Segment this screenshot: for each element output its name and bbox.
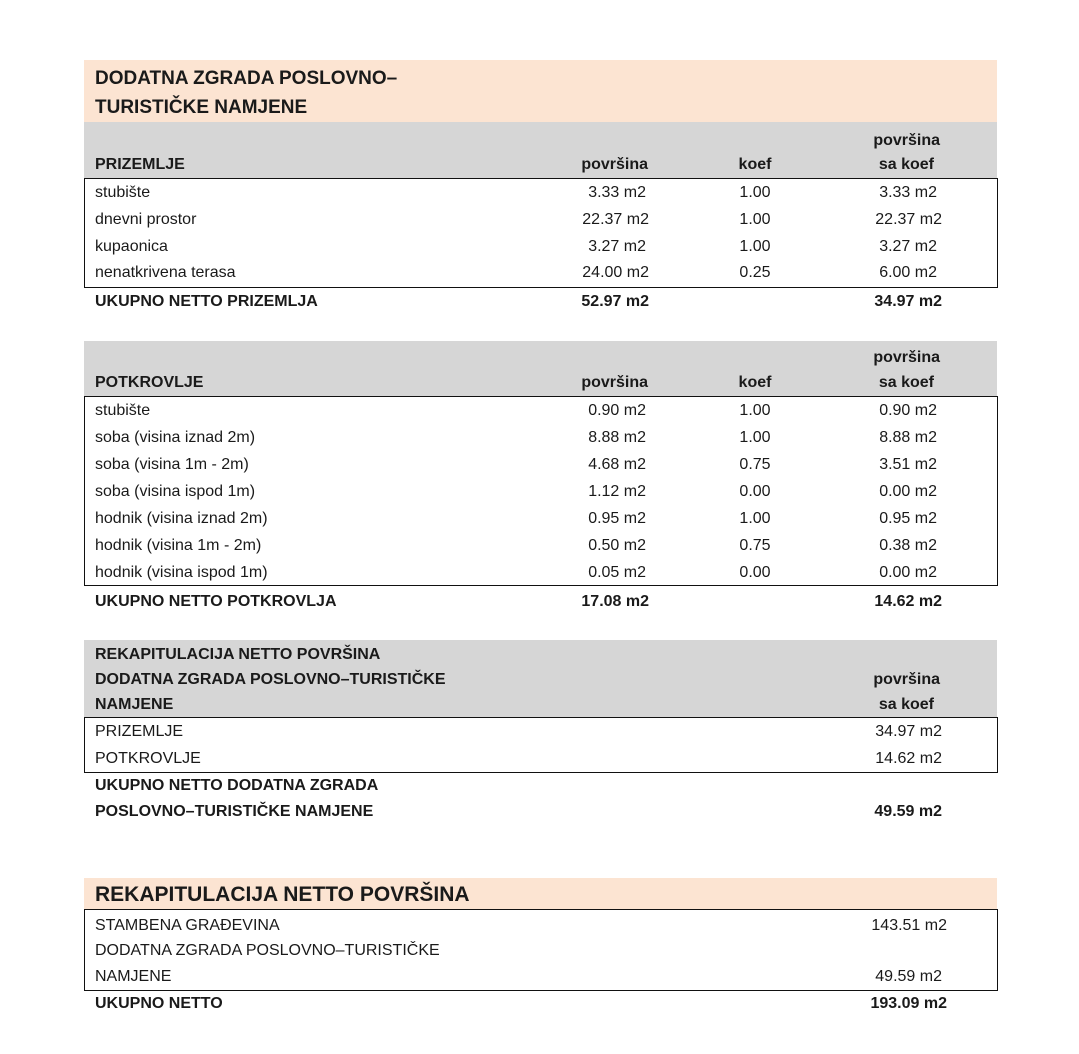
potkrovlje-total-area: 17.08 m2 xyxy=(581,593,649,610)
prizemlje-header-areacoef-1: površina xyxy=(873,132,940,149)
row-areacoef: 0.90 m2 xyxy=(879,402,937,419)
row-coef: 1.00 xyxy=(739,211,771,228)
row-areacoef: 0.95 m2 xyxy=(879,510,937,527)
row-area: 0.95 m2 xyxy=(588,510,646,527)
rekap2-title: REKAPITULACIJA NETTO POVRŠINA xyxy=(95,883,470,906)
row-area: 0.05 m2 xyxy=(588,564,646,581)
row-coef: 1.00 xyxy=(739,184,771,201)
prizemlje-total-areacoef: 34.97 m2 xyxy=(874,293,942,310)
potkrovlje-total-areacoef: 14.62 m2 xyxy=(874,593,942,610)
prizemlje-total-area: 52.97 m2 xyxy=(581,293,649,310)
row-areacoef: 3.33 m2 xyxy=(879,184,937,201)
row-name: soba (visina 1m - 2m) xyxy=(95,456,249,473)
row-coef: 0.25 xyxy=(739,264,771,281)
row-coef: 0.00 xyxy=(739,483,771,500)
row-name-line1: DODATNA ZGRADA POSLOVNO–TURISTIČKE xyxy=(95,942,440,959)
rekap2-total-label: UKUPNO NETTO xyxy=(95,995,223,1012)
row-name: stubište xyxy=(95,402,151,419)
rekap1-header-line2: DODATNA ZGRADA POSLOVNO–TURISTIČKE xyxy=(95,671,446,688)
row-area: 0.90 m2 xyxy=(588,402,646,419)
row-area: 4.68 m2 xyxy=(588,456,646,473)
rekap1-header-line3: NAMJENE xyxy=(95,696,174,713)
row-area: 22.37 m2 xyxy=(582,211,649,228)
row-coef: 0.75 xyxy=(739,456,771,473)
section-title-line2: TURISTIČKE NAMJENE xyxy=(95,97,308,118)
prizemlje-total-label: UKUPNO NETTO PRIZEMLJA xyxy=(95,293,318,310)
row-area: 24.00 m2 xyxy=(582,264,649,281)
row-areacoef: 0.00 m2 xyxy=(879,483,937,500)
row-name: soba (visina ispod 1m) xyxy=(95,483,256,500)
row-name: stubište xyxy=(95,184,151,201)
prizemlje-header-areacoef-2: sa koef xyxy=(878,156,934,173)
row-coef: 1.00 xyxy=(739,510,771,527)
prizemlje-header-area: površina xyxy=(581,156,648,173)
row-name: soba (visina iznad 2m) xyxy=(95,429,256,446)
rekap1-total-line1: UKUPNO NETTO DODATNA ZGRADA xyxy=(95,777,379,794)
potkrovlje-header-areacoef-2: sa koef xyxy=(878,374,934,391)
row-value: 143.51 m2 xyxy=(871,917,947,934)
row-area: 3.33 m2 xyxy=(588,184,646,201)
rekap1-col-line1: površina xyxy=(873,671,940,688)
row-value: 14.62 m2 xyxy=(875,750,942,767)
row-name: kupaonica xyxy=(95,238,168,255)
row-name: PRIZEMLJE xyxy=(95,723,184,740)
rekap1-total-value: 49.59 m2 xyxy=(874,803,942,820)
row-name: hodnik (visina 1m - 2m) xyxy=(95,537,262,554)
row-areacoef: 3.51 m2 xyxy=(879,456,937,473)
rekap1-col-line2: sa koef xyxy=(878,696,934,713)
row-coef: 1.00 xyxy=(739,402,771,419)
row-areacoef: 0.00 m2 xyxy=(879,564,937,581)
row-area: 0.50 m2 xyxy=(588,537,646,554)
row-name: dnevni prostor xyxy=(95,211,197,228)
potkrovlje-total-label: UKUPNO NETTO POTKROVLJA xyxy=(95,593,337,610)
row-areacoef: 6.00 m2 xyxy=(879,264,937,281)
row-name: nenatkrivena terasa xyxy=(95,264,236,281)
row-area: 8.88 m2 xyxy=(588,429,646,446)
row-name: STAMBENA GRAĐEVINA xyxy=(95,917,280,934)
row-name-line2: NAMJENE xyxy=(95,968,172,985)
row-value: 34.97 m2 xyxy=(875,723,942,740)
row-coef: 0.75 xyxy=(739,537,771,554)
potkrovlje-header-area: površina xyxy=(581,374,648,391)
prizemlje-header-label: PRIZEMLJE xyxy=(95,156,185,173)
potkrovlje-header-areacoef-1: površina xyxy=(873,349,940,366)
row-areacoef: 22.37 m2 xyxy=(875,211,942,228)
potkrovlje-header-label: POTKROVLJE xyxy=(95,374,204,391)
row-name: POTKROVLJE xyxy=(95,750,201,767)
row-coef: 1.00 xyxy=(739,429,771,446)
row-value: 49.59 m2 xyxy=(875,968,942,985)
rekap1-header-line1: REKAPITULACIJA NETTO POVRŠINA xyxy=(95,646,381,663)
row-areacoef: 0.38 m2 xyxy=(879,537,937,554)
potkrovlje-header-coef: koef xyxy=(738,374,772,391)
rekap2-total-value: 193.09 m2 xyxy=(870,995,947,1012)
row-area: 1.12 m2 xyxy=(588,483,646,500)
row-name: hodnik (visina iznad 2m) xyxy=(95,510,268,527)
rekap1-total-line2: POSLOVNO–TURISTIČKE NAMJENE xyxy=(95,803,374,820)
row-areacoef: 3.27 m2 xyxy=(879,238,937,255)
row-areacoef: 8.88 m2 xyxy=(879,429,937,446)
row-coef: 1.00 xyxy=(739,238,771,255)
section-title-line1: DODATNA ZGRADA POSLOVNO– xyxy=(95,68,398,89)
row-name: hodnik (visina ispod 1m) xyxy=(95,564,268,581)
row-area: 3.27 m2 xyxy=(588,238,646,255)
prizemlje-header-coef: koef xyxy=(738,156,772,173)
row-coef: 0.00 xyxy=(739,564,771,581)
